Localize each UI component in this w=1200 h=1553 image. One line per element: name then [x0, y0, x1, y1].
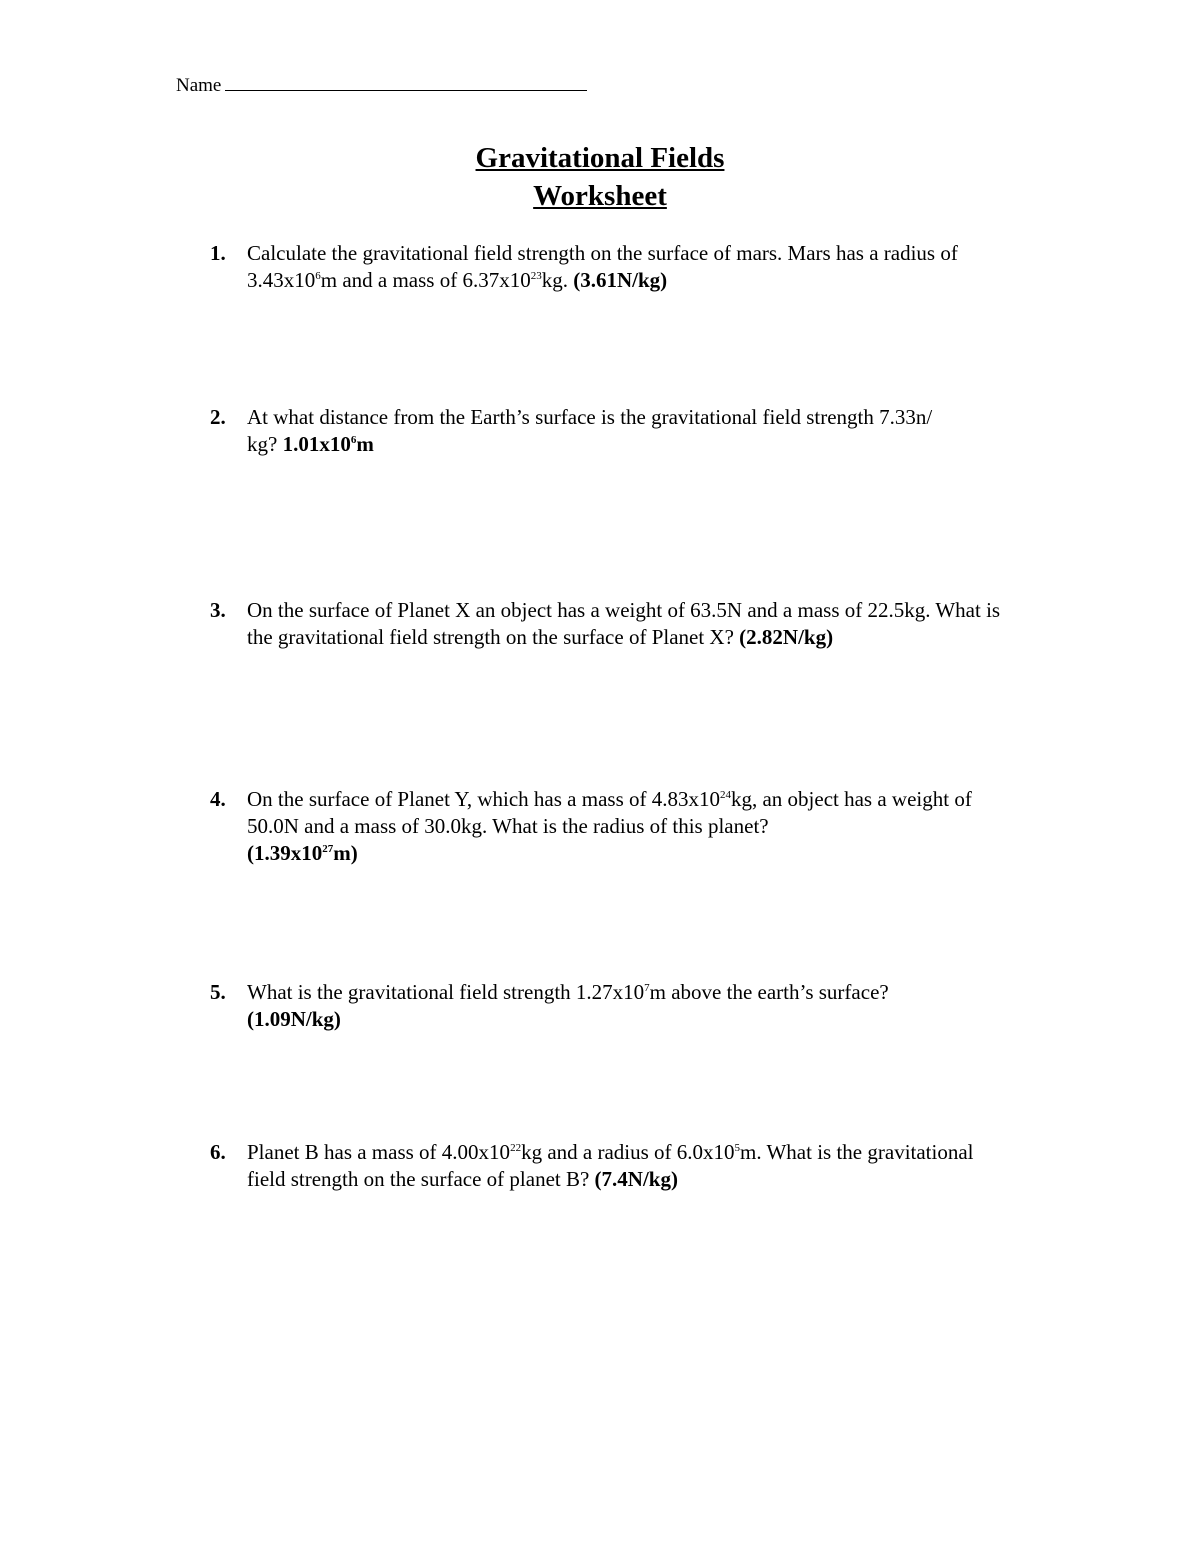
- answer: (7.4N/kg): [594, 1167, 678, 1191]
- answer: (3.61N/kg): [573, 268, 668, 292]
- question-2: [210, 404, 1030, 458]
- name-field: [176, 70, 587, 97]
- question-number: 5.: [210, 980, 226, 1004]
- question-5: [210, 979, 1010, 1033]
- question-text: Calculate the gravitational field strength on the surface of mars. Mars has a radius of $3.43x10^6m$ and a mass of $6.37x10^{23}kg$. (3.61N/kg): [247, 241, 958, 292]
- answer: $1.01x10^6m$: [282, 432, 374, 456]
- question-4: [210, 786, 1010, 867]
- question-text: On the surface of Planet X an object has a weight of 63.5N and a mass of 22.5kg. What is the gravitational field strength on the surface of Planet X? (2.82N/kg): [247, 598, 1001, 649]
- question-number: 2.: [210, 405, 226, 429]
- name-label: Name: [176, 75, 222, 96]
- page-subtitle: Worksheet: [533, 180, 667, 212]
- question-text: On the surface of Planet Y, which has a mass of $4.83x10^{24}kg$, an object has a weight of 50.0N and a mass of 30.0kg. What is the radius of this planet? $(1.39x10^{27}m)$: [247, 787, 972, 865]
- answer: (1.09N/kg): [247, 1007, 341, 1031]
- question-text: What is the gravitational field strength $1.27x10^7m$ above the earth’s surface? (1.09N/kg): [247, 980, 889, 1031]
- question-number: 1.: [210, 241, 226, 265]
- answer: $(1.39x10^{27}m)$: [247, 841, 358, 865]
- question-text: At what distance from the Earth’s surface is the gravitational field strength 7.33n/ kg? $1.01x10^6m$: [247, 405, 933, 456]
- question-6: [210, 1139, 1010, 1193]
- name-blank-line[interactable]: [225, 70, 587, 91]
- answer: (2.82N/kg): [739, 625, 834, 649]
- question-3: [210, 597, 1010, 651]
- question-number: 3.: [210, 598, 226, 622]
- page-title: Gravitational Fields: [475, 142, 725, 174]
- question-number: 6.: [210, 1140, 226, 1164]
- question-number: 4.: [210, 787, 226, 811]
- question-1: [210, 240, 1010, 294]
- question-text: Planet B has a mass of $4.00x10^{22}kg$ and a radius of $6.0x10^5m$. What is the gravitational field strength on the surface of planet B? (7.4N/kg): [247, 1140, 974, 1191]
